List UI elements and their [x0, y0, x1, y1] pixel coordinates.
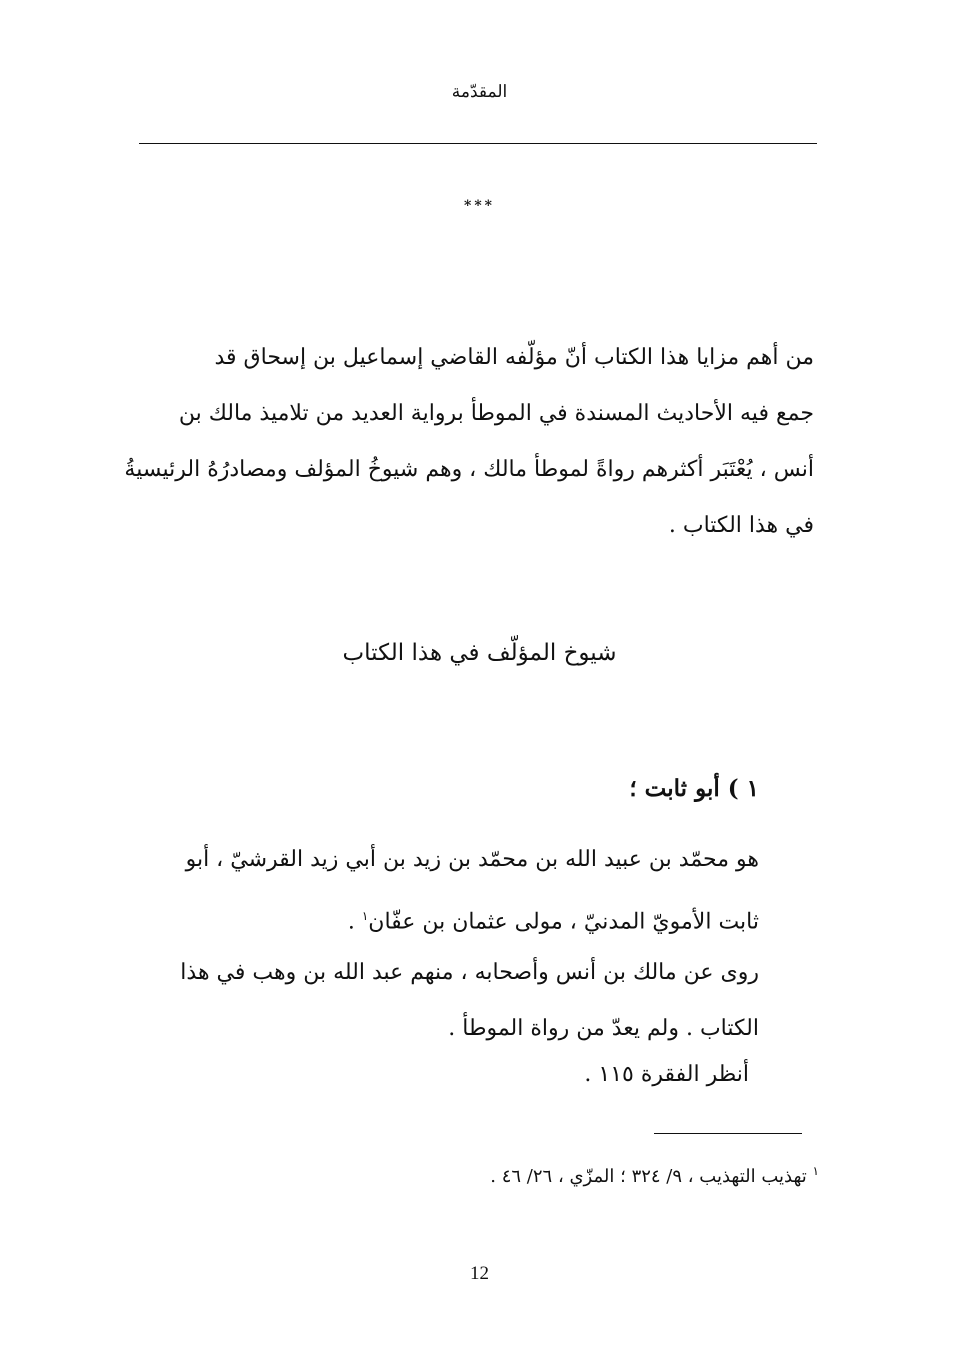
- footnote-marker: ١: [812, 1164, 819, 1178]
- page-number: 12: [470, 1263, 489, 1284]
- entry-title: ١ ) أبو ثابت ؛: [629, 775, 759, 802]
- footnote-reference[interactable]: ١: [361, 909, 369, 923]
- entry-bio: [114, 832, 759, 950]
- narration-line: الكتاب . ولم يعدّ من رواة الموطأ .: [448, 1016, 759, 1041]
- intro-paragraph: [118, 330, 814, 554]
- bio-line: ثابت الأمويّ المدنيّ ، مولى عثمان بن عفّان: [368, 909, 759, 935]
- bio-line: هو محمّد بن عبيد الله بن محمّد بن زيد بن أبي زيد القرشيّ ، أبو: [185, 847, 759, 872]
- section-separator: ***: [464, 198, 495, 214]
- intro-line: في هذا الكتاب .: [668, 513, 814, 538]
- section-title: شيوخ المؤلّف في هذا الكتاب: [342, 640, 617, 666]
- running-header: المقدّمة: [451, 82, 508, 102]
- footnote-text: تهذيب التهذيب ، ٩/ ٣٢٤ ؛ المزّي ، ٢٦/ ٤٦ .: [490, 1166, 807, 1187]
- intro-line: أنس ، يُعْتَبَر أكثرهم رواةً لموطأ مالك ، وهم شيوخُ المؤلف ومصادرُهُ الرئيسيةُ: [124, 457, 814, 482]
- bio-end: .: [347, 909, 362, 935]
- footnote-rule: [654, 1133, 802, 1134]
- narration-line: روى عن مالك بن أنس وأصحابه ، منهم عبد الله بن وهب في هذا: [180, 960, 759, 985]
- bio-line-last: [114, 888, 759, 950]
- intro-line: جمع فيه الأحاديث المسندة في الموطأ برواية العديد من تلاميذ مالك بن: [178, 401, 814, 426]
- intro-line: من أهم مزايا هذا الكتاب أنّ مؤلّفه القاضي إسماعيل بن إسحاق قد: [214, 345, 814, 370]
- footnote: [490, 1164, 819, 1187]
- entry-narration: [109, 945, 759, 1057]
- see-also-reference: أنظر الفقرة ١١٥ .: [584, 1062, 749, 1087]
- header-rule: [139, 143, 817, 144]
